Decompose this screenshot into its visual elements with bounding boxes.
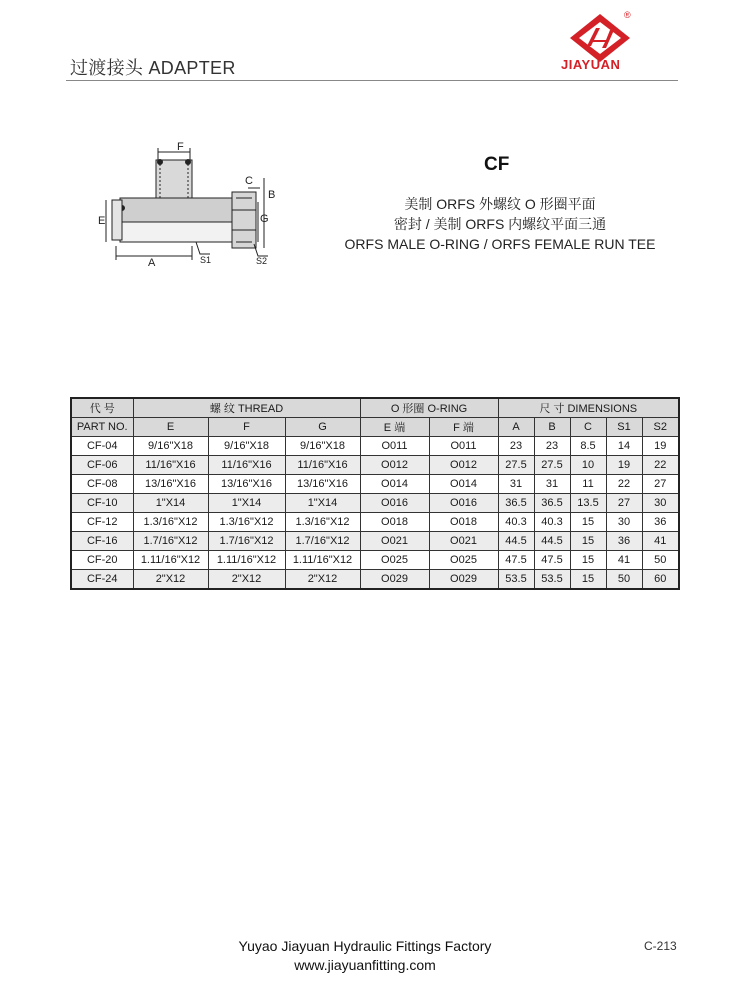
- table-cell: O012: [429, 456, 498, 475]
- table-cell: 27.5: [534, 456, 570, 475]
- table-cell: 36.5: [498, 494, 534, 513]
- table-cell: 8.5: [570, 437, 606, 456]
- table-row: [71, 570, 679, 590]
- table-cell: 47.5: [498, 551, 534, 570]
- table-cell: 9/16"X18: [208, 437, 285, 456]
- table-row: [71, 532, 679, 551]
- table-cell: 1.3/16"X12: [208, 513, 285, 532]
- page-number: C-213: [644, 939, 677, 953]
- table-cell: O021: [429, 532, 498, 551]
- table-cell: 50: [606, 570, 642, 590]
- table-cell: O029: [429, 570, 498, 590]
- group-header-code: 代 号: [71, 398, 133, 418]
- logo-brand: JIAYUAN: [561, 57, 621, 72]
- column-header: A: [498, 418, 534, 437]
- table-cell: 13/16"X16: [285, 475, 360, 494]
- table-cell: 60: [642, 570, 679, 590]
- table-cell: 2"X12: [285, 570, 360, 590]
- header-divider: [66, 80, 678, 81]
- table-cell: 23: [498, 437, 534, 456]
- product-code: CF: [484, 154, 510, 175]
- tee-fitting-drawing: [98, 138, 288, 268]
- description-en: ORFS MALE O-RING / ORFS FEMALE RUN TEE: [344, 236, 656, 252]
- table-cell: 1.11/16"X12: [133, 551, 208, 570]
- table-cell: 11/16"X16: [285, 456, 360, 475]
- table-cell: CF-16: [71, 532, 133, 551]
- table-cell: CF-06: [71, 456, 133, 475]
- table-cell: 13/16"X16: [133, 475, 208, 494]
- table-row: [71, 456, 679, 475]
- dim-label-f: F: [177, 141, 184, 153]
- table-cell: 53.5: [534, 570, 570, 590]
- table-cell: 22: [642, 456, 679, 475]
- table-cell: 13/16"X16: [208, 475, 285, 494]
- table-cell: O029: [360, 570, 429, 590]
- table-cell: 53.5: [498, 570, 534, 590]
- table-cell: 27.5: [498, 456, 534, 475]
- table-cell: O021: [360, 532, 429, 551]
- column-header: PART NO.: [71, 418, 133, 437]
- table-cell: 30: [606, 513, 642, 532]
- table-cell: CF-08: [71, 475, 133, 494]
- table-column-header: [71, 418, 679, 437]
- footer-company: Yuyao Jiayuan Hydraulic Fittings Factory: [238, 938, 492, 954]
- column-header: S1: [606, 418, 642, 437]
- table-row: [71, 551, 679, 570]
- table-cell: 15: [570, 570, 606, 590]
- table-cell: 31: [534, 475, 570, 494]
- table-cell: 47.5: [534, 551, 570, 570]
- table-cell: O014: [429, 475, 498, 494]
- column-header: E: [133, 418, 208, 437]
- table-cell: 13.5: [570, 494, 606, 513]
- table-cell: 14: [606, 437, 642, 456]
- table-cell: 9/16"X18: [133, 437, 208, 456]
- table-cell: 44.5: [498, 532, 534, 551]
- table-cell: 30: [642, 494, 679, 513]
- table-cell: 1"X14: [208, 494, 285, 513]
- table-cell: 22: [606, 475, 642, 494]
- table-cell: O025: [360, 551, 429, 570]
- table-cell: O018: [360, 513, 429, 532]
- table-cell: O016: [360, 494, 429, 513]
- table-row: [71, 494, 679, 513]
- description-cn-line2: 密封 / 美制 ORFS 内螺纹平面三通: [393, 216, 607, 232]
- table-cell: 11: [570, 475, 606, 494]
- table-cell: 1.11/16"X12: [285, 551, 360, 570]
- table-cell: 1.7/16"X12: [208, 532, 285, 551]
- table-row: [71, 513, 679, 532]
- table-cell: 1"X14: [285, 494, 360, 513]
- table-cell: CF-04: [71, 437, 133, 456]
- table-cell: CF-20: [71, 551, 133, 570]
- table-cell: O018: [429, 513, 498, 532]
- table-cell: CF-10: [71, 494, 133, 513]
- table-cell: 9/16"X18: [285, 437, 360, 456]
- page-title: 过渡接头 ADAPTER: [70, 58, 236, 78]
- table-cell: 1.7/16"X12: [133, 532, 208, 551]
- table-cell: 27: [606, 494, 642, 513]
- table-cell: 50: [642, 551, 679, 570]
- table-cell: 15: [570, 551, 606, 570]
- product-description: [300, 194, 700, 254]
- spec-table: [70, 397, 680, 590]
- dim-label-a: A: [148, 257, 156, 268]
- dim-label-b: B: [268, 189, 276, 201]
- dim-label-s1: S1: [200, 255, 212, 265]
- column-header: E 端: [360, 418, 429, 437]
- table-row: [71, 437, 679, 456]
- table-cell: O012: [360, 456, 429, 475]
- table-body: [71, 437, 679, 590]
- table-cell: CF-12: [71, 513, 133, 532]
- table-cell: 2"X12: [208, 570, 285, 590]
- table-cell: O014: [360, 475, 429, 494]
- column-header: F: [208, 418, 285, 437]
- table-cell: 23: [534, 437, 570, 456]
- column-header: S2: [642, 418, 679, 437]
- table-cell: O011: [360, 437, 429, 456]
- table-cell: 36: [606, 532, 642, 551]
- table-cell: 1.3/16"X12: [285, 513, 360, 532]
- table-cell: 15: [570, 513, 606, 532]
- table-cell: 19: [606, 456, 642, 475]
- footer-website: www.jiayuanfitting.com: [294, 957, 436, 973]
- table-cell: 10: [570, 456, 606, 475]
- table-cell: 41: [642, 532, 679, 551]
- group-header-dimensions: 尺 寸 DIMENSIONS: [498, 398, 679, 418]
- table-cell: 1.3/16"X12: [133, 513, 208, 532]
- table-cell: 40.3: [534, 513, 570, 532]
- table-cell: 2"X12: [133, 570, 208, 590]
- table-cell: 31: [498, 475, 534, 494]
- table-cell: CF-24: [71, 570, 133, 590]
- dim-label-g: G: [260, 213, 269, 225]
- table-cell: 11/16"X16: [133, 456, 208, 475]
- column-header: F 端: [429, 418, 498, 437]
- column-header: G: [285, 418, 360, 437]
- column-header: B: [534, 418, 570, 437]
- table-cell: 19: [642, 437, 679, 456]
- table-cell: 41: [606, 551, 642, 570]
- dim-label-s2: S2: [256, 256, 268, 266]
- table-cell: 11/16"X16: [208, 456, 285, 475]
- table-cell: 36: [642, 513, 679, 532]
- table-cell: 27: [642, 475, 679, 494]
- table-cell: O025: [429, 551, 498, 570]
- table-cell: 36.5: [534, 494, 570, 513]
- description-cn-line1: 美制 ORFS 外螺纹 O 形圈平面: [404, 196, 596, 212]
- registered-mark: ®: [624, 10, 631, 20]
- dim-label-c: C: [245, 175, 253, 187]
- table-group-header: [71, 398, 679, 418]
- table-cell: O016: [429, 494, 498, 513]
- table-cell: 40.3: [498, 513, 534, 532]
- table-cell: O011: [429, 437, 498, 456]
- table-cell: 15: [570, 532, 606, 551]
- table-row: [71, 475, 679, 494]
- column-header: C: [570, 418, 606, 437]
- table-cell: 1.11/16"X12: [208, 551, 285, 570]
- table-cell: 44.5: [534, 532, 570, 551]
- group-header-thread: 螺 纹 THREAD: [133, 398, 360, 418]
- group-header-oring: O 形圈 O-RING: [360, 398, 498, 418]
- table-cell: 1.7/16"X12: [285, 532, 360, 551]
- dim-label-e: E: [98, 215, 106, 227]
- table-cell: 1"X14: [133, 494, 208, 513]
